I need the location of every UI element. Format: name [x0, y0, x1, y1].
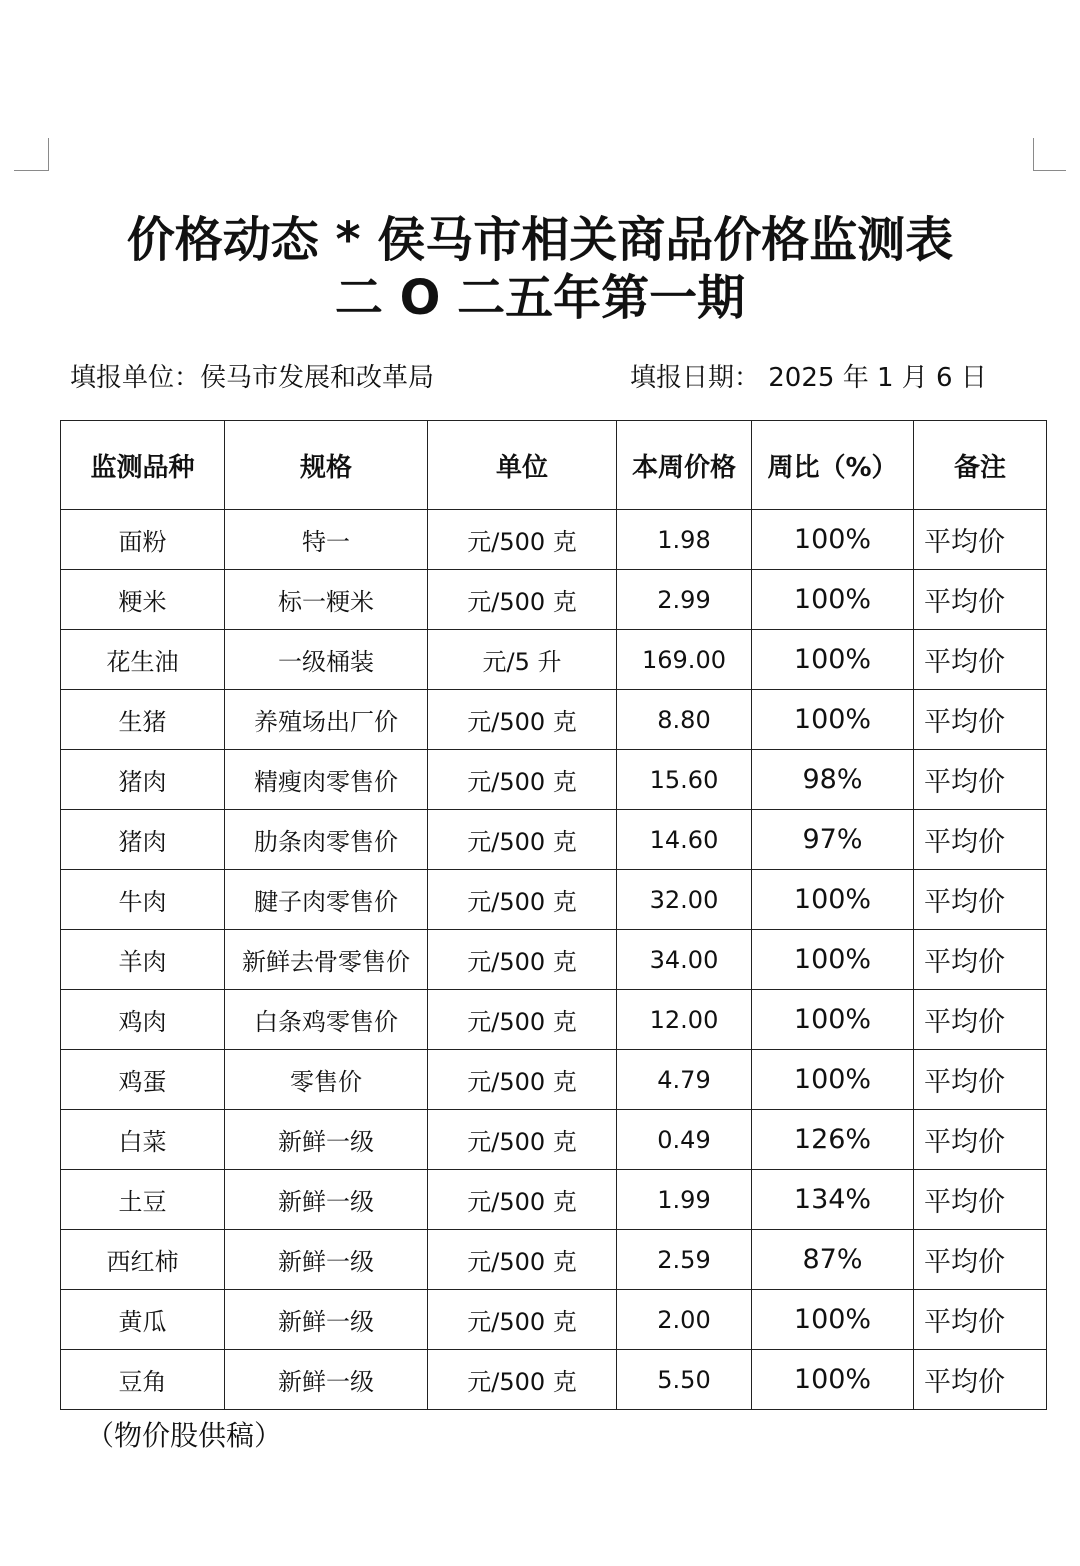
header-spec: 规格 [225, 421, 428, 510]
cell-item: 生猪 [61, 690, 225, 750]
cell-remark: 平均价 [914, 1050, 1047, 1110]
cell-remark: 平均价 [914, 810, 1047, 870]
cell-unit: 元/500 克 [428, 1110, 617, 1170]
cell-change: 100% [752, 1350, 914, 1410]
header-change: 周比（%） [752, 421, 914, 510]
cell-price: 15.60 [617, 750, 752, 810]
cell-item: 黄瓜 [61, 1290, 225, 1350]
table-row [61, 810, 1047, 870]
cell-spec: 新鲜一级 [225, 1110, 428, 1170]
cell-remark: 平均价 [914, 870, 1047, 930]
cell-price: 8.80 [617, 690, 752, 750]
table-row [61, 1050, 1047, 1110]
cell-price: 5.50 [617, 1350, 752, 1410]
table-row [61, 990, 1047, 1050]
cell-spec: 新鲜去骨零售价 [225, 930, 428, 990]
reporting-date: 填报日期： 2025 年 1 月 6 日 [630, 363, 987, 393]
cell-item: 羊肉 [61, 930, 225, 990]
cell-item: 豆角 [61, 1350, 225, 1410]
reporting-unit: 填报单位：侯马市发展和改革局 [70, 363, 435, 393]
cell-change: 100% [752, 690, 914, 750]
cell-price: 2.99 [617, 570, 752, 630]
table-row [61, 510, 1047, 570]
header-remark: 备注 [914, 421, 1047, 510]
header-price: 本周价格 [617, 421, 752, 510]
cell-unit: 元/500 克 [428, 1170, 617, 1230]
table-row [61, 630, 1047, 690]
cell-unit: 元/500 克 [428, 1350, 617, 1410]
cell-price: 12.00 [617, 990, 752, 1050]
table-row [61, 1350, 1047, 1410]
cell-unit: 元/500 克 [428, 1290, 617, 1350]
table-row [61, 1110, 1047, 1170]
table-row [61, 1230, 1047, 1290]
header-unit: 单位 [428, 421, 617, 510]
cell-change: 100% [752, 930, 914, 990]
cell-unit: 元/500 克 [428, 810, 617, 870]
cell-remark: 平均价 [914, 690, 1047, 750]
table-row [61, 1290, 1047, 1350]
cell-change: 100% [752, 1290, 914, 1350]
header-item: 监测品种 [61, 421, 225, 510]
table-body [61, 510, 1047, 1410]
cell-spec: 白条鸡零售价 [225, 990, 428, 1050]
table-header-row [61, 421, 1047, 510]
cell-change: 134% [752, 1170, 914, 1230]
cell-remark: 平均价 [914, 990, 1047, 1050]
source-note: （物价股供稿） [86, 1419, 283, 1452]
cell-spec: 腱子肉零售价 [225, 870, 428, 930]
table-row [61, 750, 1047, 810]
table-row [61, 570, 1047, 630]
cell-change: 100% [752, 870, 914, 930]
cell-remark: 平均价 [914, 750, 1047, 810]
document-title: 价格动态 * 侯马市相关商品价格监测表 [126, 212, 954, 268]
cell-change: 100% [752, 630, 914, 690]
table-row [61, 870, 1047, 930]
cell-item: 粳米 [61, 570, 225, 630]
cell-unit: 元/500 克 [428, 990, 617, 1050]
cell-item: 猪肉 [61, 750, 225, 810]
cell-spec: 新鲜一级 [225, 1170, 428, 1230]
cell-item: 面粉 [61, 510, 225, 570]
cell-change: 100% [752, 510, 914, 570]
cell-price: 14.60 [617, 810, 752, 870]
cell-price: 34.00 [617, 930, 752, 990]
cell-unit: 元/500 克 [428, 1050, 617, 1110]
cell-item: 猪肉 [61, 810, 225, 870]
cell-remark: 平均价 [914, 510, 1047, 570]
cell-item: 鸡肉 [61, 990, 225, 1050]
cell-unit: 元/5 升 [428, 630, 617, 690]
cell-spec: 新鲜一级 [225, 1230, 428, 1290]
table-row [61, 1170, 1047, 1230]
cell-remark: 平均价 [914, 1170, 1047, 1230]
cell-remark: 平均价 [914, 1290, 1047, 1350]
cell-price: 169.00 [617, 630, 752, 690]
cell-item: 鸡蛋 [61, 1050, 225, 1110]
cell-unit: 元/500 克 [428, 570, 617, 630]
cell-unit: 元/500 克 [428, 750, 617, 810]
cell-item: 土豆 [61, 1170, 225, 1230]
cell-unit: 元/500 克 [428, 1230, 617, 1290]
cell-unit: 元/500 克 [428, 870, 617, 930]
cell-spec: 特一 [225, 510, 428, 570]
cell-price: 2.00 [617, 1290, 752, 1350]
cell-spec: 精瘦肉零售价 [225, 750, 428, 810]
cell-spec: 零售价 [225, 1050, 428, 1110]
cell-change: 98% [752, 750, 914, 810]
cell-remark: 平均价 [914, 570, 1047, 630]
cell-change: 100% [752, 1050, 914, 1110]
cell-price: 0.49 [617, 1110, 752, 1170]
table-row [61, 690, 1047, 750]
cell-unit: 元/500 克 [428, 930, 617, 990]
cell-spec: 肋条肉零售价 [225, 810, 428, 870]
cell-spec: 养殖场出厂价 [225, 690, 428, 750]
cell-price: 4.79 [617, 1050, 752, 1110]
cell-spec: 标一粳米 [225, 570, 428, 630]
cell-unit: 元/500 克 [428, 690, 617, 750]
cell-price: 2.59 [617, 1230, 752, 1290]
cell-change: 126% [752, 1110, 914, 1170]
cell-item: 花生油 [61, 630, 225, 690]
cell-spec: 新鲜一级 [225, 1350, 428, 1410]
cell-change: 97% [752, 810, 914, 870]
cell-remark: 平均价 [914, 1110, 1047, 1170]
cell-remark: 平均价 [914, 1350, 1047, 1410]
cell-price: 1.99 [617, 1170, 752, 1230]
cell-unit: 元/500 克 [428, 510, 617, 570]
cell-spec: 新鲜一级 [225, 1290, 428, 1350]
cell-item: 西红柿 [61, 1230, 225, 1290]
cell-price: 32.00 [617, 870, 752, 930]
cell-item: 白菜 [61, 1110, 225, 1170]
cell-remark: 平均价 [914, 1230, 1047, 1290]
document-subtitle-issue: 二 O 二五年第一期 [334, 270, 746, 326]
cell-spec: 一级桶装 [225, 630, 428, 690]
cell-change: 100% [752, 990, 914, 1050]
page-corner-mark-left [14, 138, 49, 171]
price-monitoring-table [60, 420, 1047, 1410]
cell-remark: 平均价 [914, 630, 1047, 690]
cell-remark: 平均价 [914, 930, 1047, 990]
cell-price: 1.98 [617, 510, 752, 570]
table-row [61, 930, 1047, 990]
cell-item: 牛肉 [61, 870, 225, 930]
cell-change: 100% [752, 570, 914, 630]
cell-change: 87% [752, 1230, 914, 1290]
page-corner-mark-right [1033, 138, 1066, 171]
